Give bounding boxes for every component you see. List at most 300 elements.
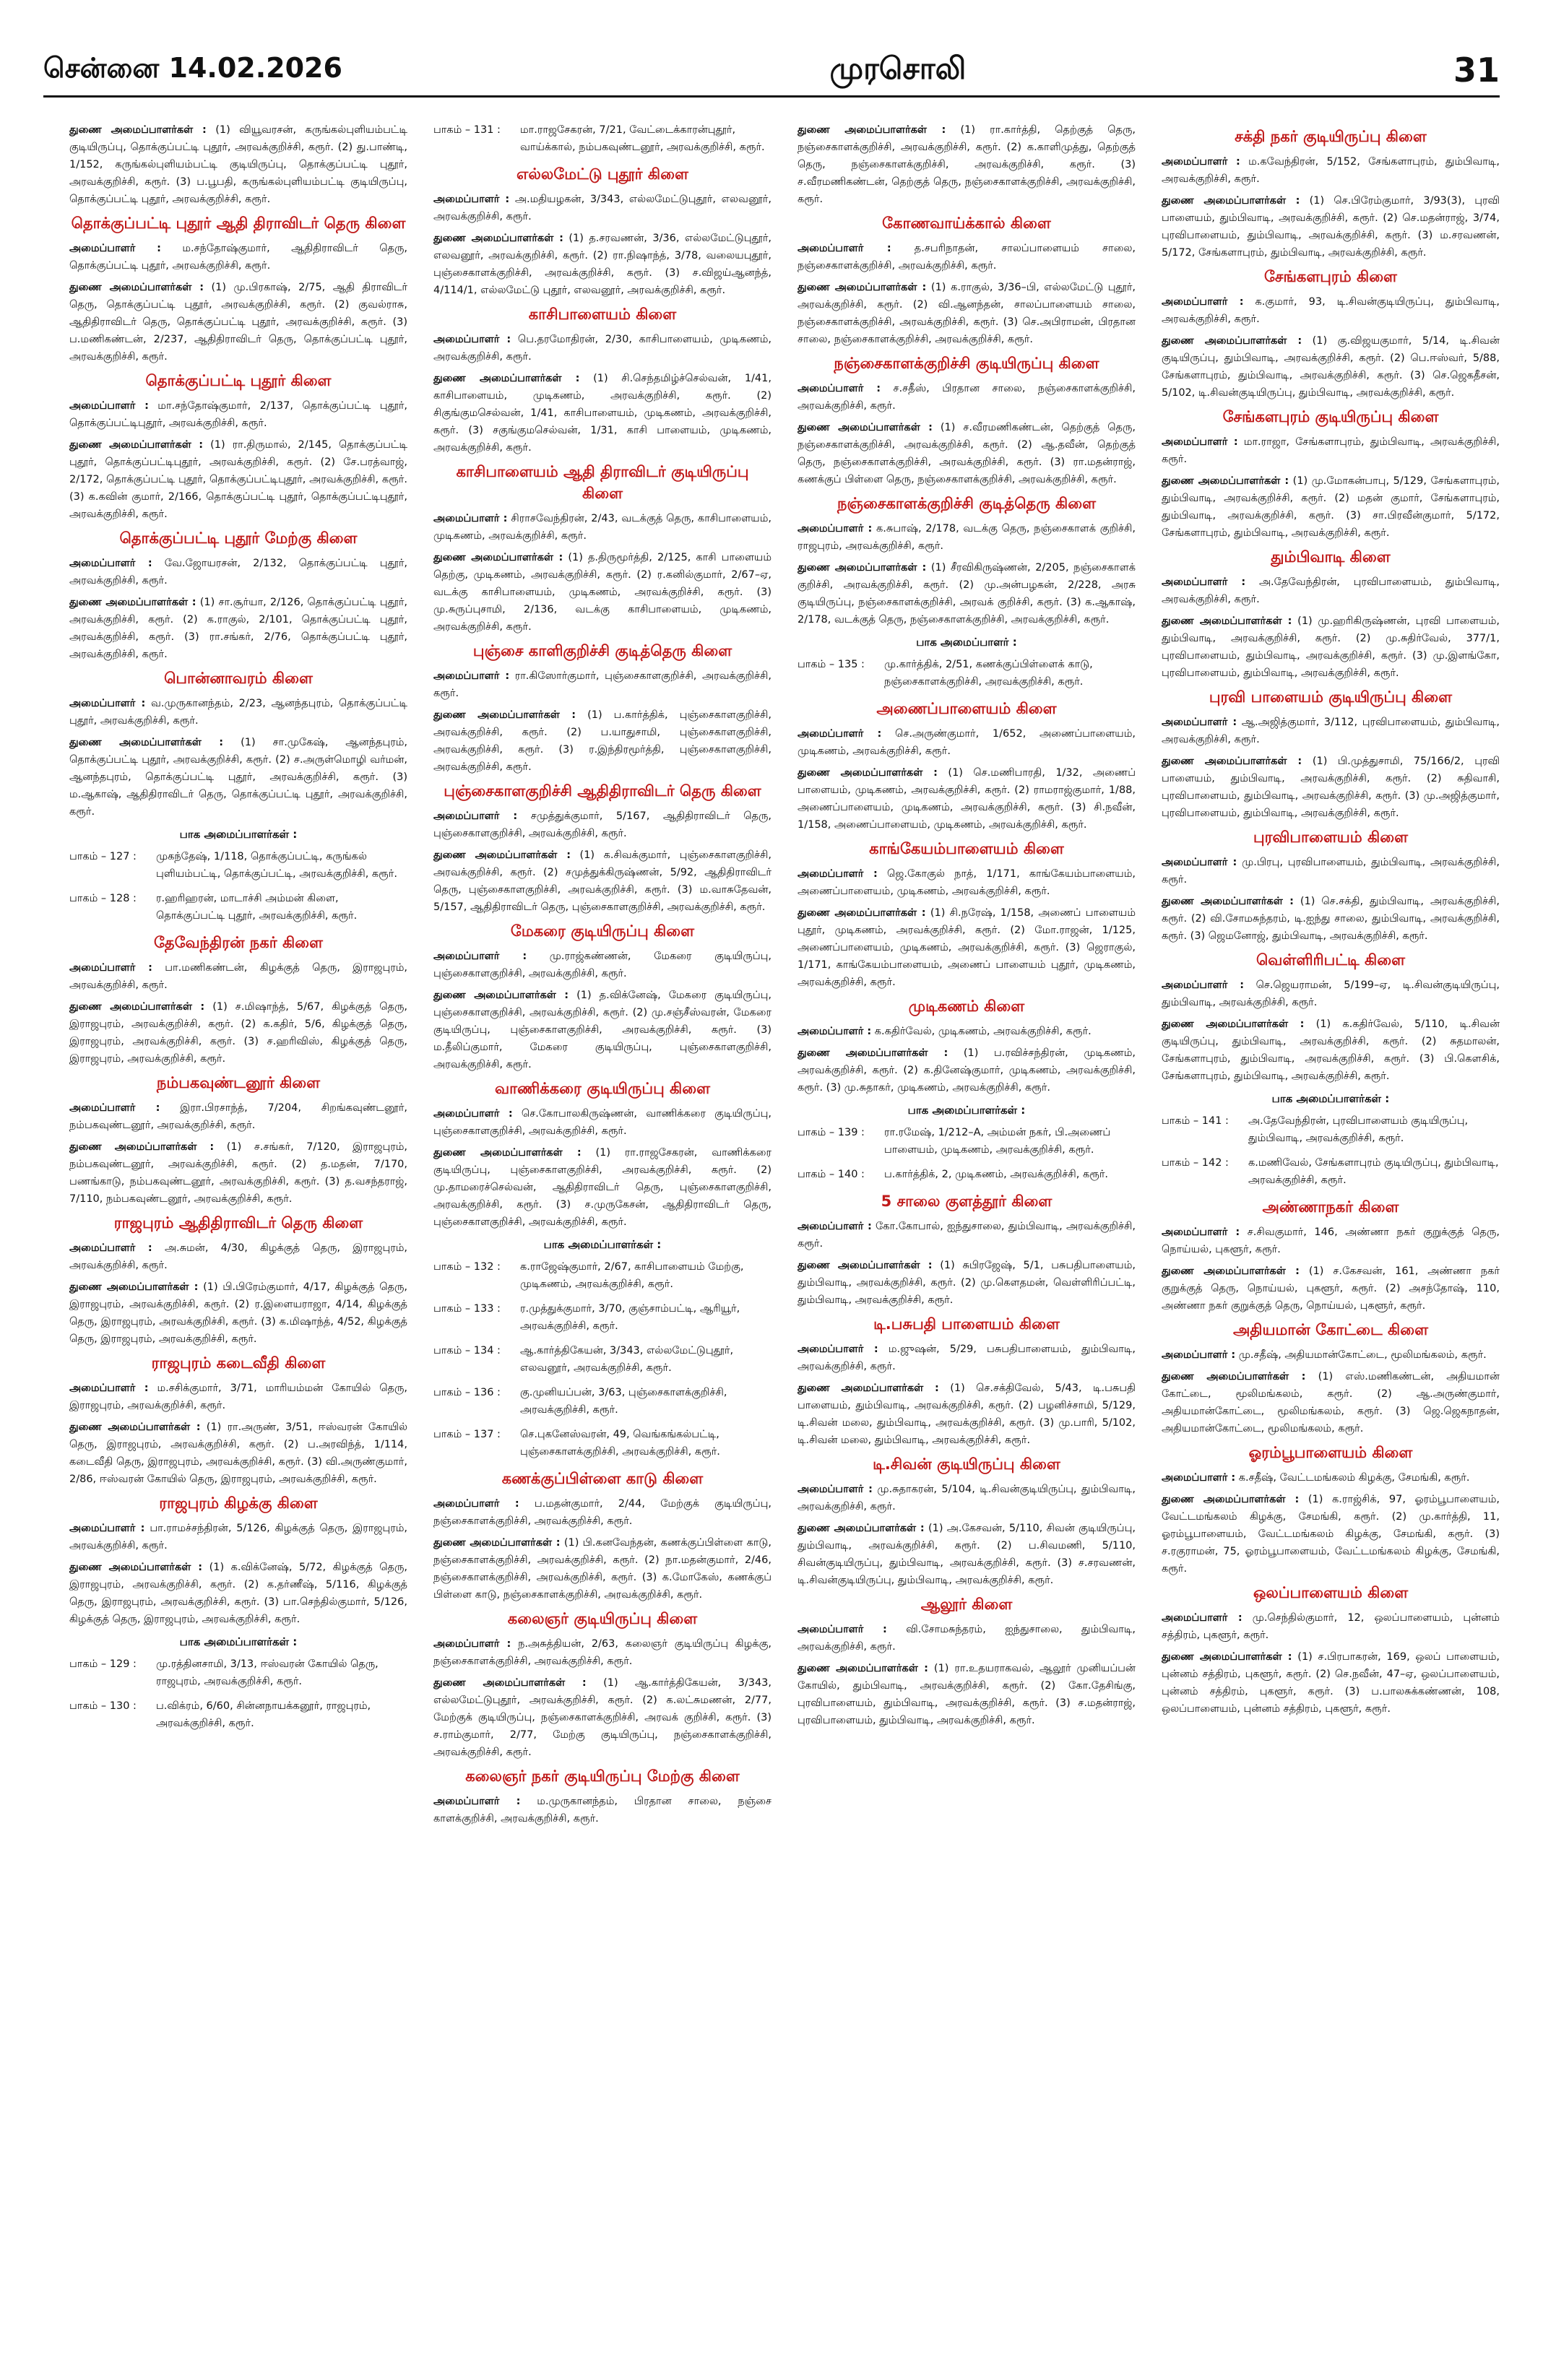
booth-number: பாகம் – 140 : — [798, 1169, 865, 1180]
branch-heading: பொன்னாவரம் கிளை — [164, 670, 313, 687]
entry-text: (1) க.ராகுல், 3/36–பி, எல்லமேட்டு புதூர், அரவக்குறிச்சி, கரூர். (2) வி.ஆனந்தன், சாலப்பாளையம் சாலை, நஞ்சைகாளக்குறிச்சி, அரவக்குறிச்சி, கரூர். (3) செ.அபிராமன், பிரதான சாலை, நஞ்சைகாளக்குறிச்சி, அரவக்குறிச்சி, கரூர். — [798, 282, 1136, 345]
office-bearer-entry — [798, 121, 1136, 208]
branch-heading: ராஜபுரம் கிழக்கு கிளை — [159, 1494, 318, 1512]
booth-number: பாகம் – 137 : — [433, 1429, 501, 1440]
booth-number: பாகம் – 139 : — [798, 1127, 865, 1138]
entry-text: அ.மதியழகன், 3/343, எல்லமேட்டுபுதூர், எலவனூர், அரவக்குறிச்சி, கரூர். — [433, 194, 772, 222]
role-label: அமைப்பாளர் : — [433, 670, 510, 682]
role-label: துணை அமைப்பாளர்கள் : — [433, 373, 580, 384]
role-label: துணை அமைப்பாளர்கள் : — [433, 233, 563, 244]
entry-text: (1) ரா.உதயராகவல், ஆலூர் முனியப்பன் கோயில், தும்பிவாடி, அரவக்குறிச்சி, கரூர். (2) கோ.தேசிங்கு, புரவிபாளையம், தும்பிவாடி, அரவக்குறிச்சி, கரூர். (3) ச.மதன்ராஜ், புரவிபாளையம், தும்பிவாடி, அரவக்குறிச்சி, கரூர். — [798, 1663, 1136, 1726]
entry-text: (1) செ.சக்திவேல், 5/43, டி.பசுபதி பாளையம், தும்பிவாடி, அரவக்குறிச்சி, கரூர். (2) பழனிச்சாமி, 5/129, டி.சிவன் மலை, தும்பிவாடி, அரவக்குறிச்சி, கரூர். (3) மு.பாரி, 5/102, டி.சிவன் மலை, தும்பிவாடி, அரவக்குறிச்சி, கரூர். — [798, 1382, 1136, 1446]
office-bearer-entry — [798, 380, 1136, 415]
role-label: துணை அமைப்பாளர்கள் : — [798, 767, 938, 779]
entry-text: மு.செந்தில்குமார், 12, ஒலப்பாளையம், புன்னம் சத்திரம், புகளூர், கரூர். — [1162, 1612, 1500, 1641]
entry-text: (1) த.விக்னேஷ், மேகரை குடியிருப்பு, புஞ்சைகாளகுறிச்சி, அரவக்குறிச்சி, கரூர். (2) மு.சஞ்சீஸ்வரன், மேகரை குடியிருப்பு, புஞ்சைகாளகுறிச்சி, அரவக்குறிச்சி, கரூர். (3) ம.தீலிப்குமார், மேகரை குடியிருப்பு, புஞ்சைகாளகுறிச்சி, அரவக்குறிச்சி, கரூர். — [433, 990, 772, 1070]
entry-text: அ.சுமன், 4/30, கிழக்குத் தெரு, இராஜபுரம், அரவக்குறிச்சி, கரூர். — [69, 1242, 407, 1271]
role-label: துணை அமைப்பாளர்கள் : — [69, 1001, 205, 1013]
office-bearer-entry — [1162, 472, 1500, 542]
office-bearer-entry — [433, 987, 772, 1073]
role-label: அமைப்பாளர் : — [798, 243, 891, 254]
column-4 — [1162, 121, 1500, 2353]
article-columns — [69, 121, 1500, 2353]
office-bearer-entry — [69, 1520, 407, 1554]
office-bearer-entry — [798, 1481, 1136, 1515]
role-label: அமைப்பாளர் : — [1162, 436, 1238, 448]
role-label: துணை அமைப்பாளர்கள் : — [69, 124, 207, 136]
role-label: அமைப்பாளர் : — [433, 513, 508, 524]
role-label: அமைப்பாளர் : — [433, 951, 527, 962]
office-bearer-entry — [1162, 893, 1500, 945]
entry-text: கோ.கோபால், ஐந்துசாலை, தும்பிவாடி, அரவக்குறிச்சி, கரூர். — [798, 1221, 1136, 1250]
entry-text: (1) ஆ.கார்த்திகேயன், 3/343, எல்லமேட்டுபுதூர், அரவக்குறிச்சி, கரூர். (2) க.லட்சுமணன், 2/77, மேற்குக் குடியிருப்பு, நஞ்சைகாளக்குறிச்சி, அரவக் குறிச்சி, கரூர். (3) ச.ராம்குமார், 2/77, மேற்கு குடியிருப்பு, நஞ்சைகாளக்குறிச்சி, அரவக்குறிச்சி, கரூர். — [433, 1677, 772, 1758]
office-bearer-entry — [1162, 1224, 1500, 1258]
entry-text: (1) செ.மணிபாரதி, 1/32, அணைப் பாளையம், முடிகணம், அரவக்குறிச்சி, கரூர். (2) ராமராஜ்குமார், 1/88, அணைப்பாளையம், முடிகணம், அரவக்குறிச்சி, கரூர். (3) சி.நவீன், 1/158, அணைப்பாளையம், முடிகணம், அரவக்குறிச்சி, கரூர். — [798, 767, 1136, 831]
role-label: துணை அமைப்பாளர்கள் : — [1162, 1494, 1300, 1505]
booth-entry — [798, 656, 1136, 691]
entry-text: க.குமார், 93, டி.சிவன்குடியிருப்பு, தும்பிவாடி, அரவக்குறிச்சி, கரூர். — [1162, 296, 1500, 325]
office-bearer-entry — [69, 1380, 407, 1414]
booth-number: பாகம் – 142 : — [1162, 1157, 1229, 1169]
subsection-heading: பாக அமைப்பாளர்கள் : — [179, 828, 298, 841]
office-bearer-entry — [1162, 1491, 1500, 1578]
role-label: அமைப்பாளர் : — [1162, 1612, 1242, 1624]
booth-entry — [433, 121, 772, 156]
branch-heading: தேவேந்திரன் நகர் கிளை — [153, 934, 323, 951]
entry-text: வே.ஜோயரசன், 2/132, தொக்குப்பட்டி புதூர், அரவக்குறிச்சி, கரூர். — [69, 558, 407, 587]
branch-heading: நம்பகவுண்டனூர் கிளை — [156, 1074, 321, 1091]
entry-text: (1) மு.ஹரிகிருஷ்ணன், புரவி பாளையம், தும்பிவாடி, அரவக்குறிச்சி, கரூர். (2) மு.சுதிர்வேல், 377/1, புரவிபாளையம், தும்பிவாடி, அரவக்குறிச்சி, கரூர். (3) மு.இளங்கோ, புரவிபாளையம், தும்பிவாடி, அரவக்குறிச்சி, கரூர். — [1162, 615, 1500, 679]
booth-number: பாகம் – 141 : — [1162, 1115, 1229, 1127]
booth-number: பாகம் – 134 : — [433, 1345, 501, 1356]
booth-organiser: ரா.ரமேஷ், 1/212–A, அம்மன் நகர், பி.அணைப் பாளையம், முடிகணம், அரவக்குறிச்சி, கரூர். — [884, 1127, 1111, 1156]
entry-text: மு.சதீஷ், அதியமான்கோட்டை, மூலிமங்கலம், கரூர். — [1238, 1349, 1487, 1361]
entry-text: (1) சி.செந்தமிழ்ச்செல்வன், 1/41, காசிபாளையம், முடிகணம், அரவக்குறிச்சி, கரூர். (2) சிகுங்குமசெல்வன், 1/41, காசிபாளையம், முடிகணம், அரவக்குறிச்சி, கரூர். (3) சகுங்குமசெல்வன், 1/31, காசி பாளையம், முடிகணம், அரவக்குறிச்சி, கரூர். — [433, 373, 772, 454]
office-bearer-entry — [433, 1793, 772, 1827]
entry-text: (1) க.சிவக்குமார், புஞ்சைகாளகுறிச்சி, அரவக்குறிச்சி, கரூர். (2) சமுத்துக்கிருஷ்ணன், 5/92, ஆதிதிராவிடர் தெரு, புஞ்சைகாளகுறிச்சி, அரவக்குறிச்சி, கரூர். (3) ம.வாசுதேவன், 5/157, ஆதிதிராவிடர் தெரு, புஞ்சைகாளகுறிச்சி, அரவக்குறிச்சி, கரூர். — [433, 849, 772, 913]
booth-number: பாகம் – 133 : — [433, 1303, 501, 1315]
role-label: அமைப்பாளர் : — [798, 868, 878, 880]
entry-text: (1) ச.கேசவன், 161, அண்ணா நகர் குறுக்குத் தெரு, நொய்யல், புகளூர், கரூர். (2) அசந்தோஷ், 110, அண்ணா நகர் குறுக்குத் தெரு, நொய்யல், புகளூர், கரூர். — [1162, 1265, 1500, 1312]
office-bearer-entry — [798, 1660, 1136, 1729]
office-bearer-entry — [1162, 332, 1500, 402]
entry-text: (1) ப.ரவிச்சந்திரன், முடிகணம், அரவக்குறிச்சி, கரூர். (2) க.தினேஷ்குமார், முடிகணம், அரவக்குறிச்சி, கரூர். (3) மு.சுதாகர், முடிகணம், அரவக்குறிச்சி, கரூர். — [798, 1047, 1136, 1094]
entry-text: ச.சிவகுமார், 146, அண்ணா நகர் குறுக்குத் தெரு, நொய்யல், புகளூர், கரூர். — [1162, 1226, 1500, 1255]
subsection-heading: பாக அமைப்பாளர்கள் : — [907, 1104, 1026, 1117]
role-label: அமைப்பாளர் : — [69, 1242, 152, 1254]
office-bearer-entry — [1162, 433, 1500, 468]
role-label: துணை அமைப்பாளர்கள் : — [69, 737, 224, 748]
masthead — [43, 45, 1500, 98]
office-bearer-entry — [1162, 1263, 1500, 1315]
entry-text: (1) சீரவிகிருஷ்ணன், 2/205, நஞ்சைகாளக் குறிச்சி, அரவக்குறிச்சி, கரூர். (2) மு.அன்பழகன், 2/228, அரசு குடியிருப்பு, நஞ்சைகாளக்குறிச்சி, அரவக் குறிச்சி, கரூர். (3) க.ஆகாஷ், 2/178, வடக்குத் தெரு, நஞ்சைகாளக்குறிச்சி, அரவக்குறிச்சி, கரூர். — [798, 562, 1136, 626]
entry-text: ம.சந்தோஷ்குமார், ஆதிதிராவிடர் தெரு, தொக்குப்பட்டி புதூர், அரவக்குறிச்சி, கரூர். — [69, 243, 407, 272]
entry-text: பா.ராமச்சந்திரன், 5/126, கிழக்குத் தெரு, இராஜபுரம், அரவக்குறிச்சி, கரூர். — [69, 1523, 407, 1552]
role-label: அமைப்பாளர் : — [69, 400, 149, 412]
office-bearer-entry — [798, 1044, 1136, 1096]
role-label: துணை அமைப்பாளர்கள் : — [1162, 195, 1300, 207]
office-bearer-entry — [1162, 613, 1500, 682]
entry-text: (1) செ.சக்தி, தும்பிவாடி, அரவக்குறிச்சி, கரூர். (2) வி.சோமசுந்தரம், டி.ஐந்து சாலை, தும்பிவாடி, அரவக்குறிச்சி, கரூர். (3) ஜெமனோஜ், தும்பிவாடி, அரவக்குறிச்சி, கரூர். — [1162, 896, 1500, 942]
office-bearer-entry — [798, 1380, 1136, 1449]
role-label: அமைப்பாளர் : — [433, 194, 510, 205]
role-label: அமைப்பாளர் : — [1162, 979, 1245, 991]
role-label: துணை அமைப்பாளர்கள் : — [69, 597, 196, 608]
branch-heading: காசிபாளையம் ஆதி திராவிடர் குடியிருப்பு கிளை — [456, 463, 749, 502]
branch-heading: தும்பிவாடி கிளை — [1271, 548, 1391, 566]
office-bearer-entry — [69, 1239, 407, 1274]
entry-text: க.சுபாஷ், 2/178, வடக்கு தெரு, நஞ்சைகாளக் குறிச்சி, ராஜபுரம், அரவக்குறிச்சி, கரூர். — [798, 523, 1136, 552]
entry-text: பா.மணிகண்டன், கிழக்குத் தெரு, இராஜபுரம், அரவக்குறிச்சி, கரூர். — [69, 962, 407, 991]
branch-heading: புஞ்சை காளிகுறிச்சி குடித்தெரு கிளை — [472, 642, 732, 659]
branch-heading: நஞ்சைகாளக்குறிச்சி குடித்தெரு கிளை — [837, 495, 1097, 512]
role-label: அமைப்பாளர் : — [798, 1624, 887, 1635]
office-bearer-entry — [1162, 293, 1500, 328]
booth-organiser: மு.கார்த்திக், 2/51, கணக்குப்பிள்ளைக் காடு, நஞ்சைகாளக்குறிச்சி, அரவக்குறிச்சி, கரூர். — [884, 659, 1093, 688]
office-bearer-entry — [433, 370, 772, 456]
branch-heading: காசிபாளையம் கிளை — [528, 306, 677, 323]
entry-text: மா.ராஜா, சேங்களாபுரம், தும்பிவாடி, அரவக்குறிச்சி, கரூர். — [1162, 436, 1500, 465]
entry-text: ப.மதன்குமார், 2/44, மேற்குக் குடியிருப்பு, நஞ்சைகாளக்குறிச்சி, அரவக்குறிச்சி, கரூர். — [433, 1498, 772, 1527]
office-bearer-entry — [1162, 574, 1500, 608]
office-bearer-entry — [69, 1099, 407, 1134]
branch-heading: ஓரம்பூபாளையம் கிளை — [1248, 1444, 1413, 1461]
booth-number: பாகம் – 127 : — [69, 851, 137, 862]
entry-text: (1) ரா.ராஜசேகரன், வாணிக்கரை குடியிருப்பு, புஞ்சைகாளகுறிச்சி, அரவக்குறிச்சி, கரூர். (2) மு.தாமரைச்செல்வன், ஆதிதிராவிடர் தெரு, புஞ்சைகாளகுறிச்சி, அரவக்குறிச்சி, கரூர். (3) ச.முருகேசன், ஆதிதிராவிடர் தெரு, புஞ்சைகாளகுறிச்சி, அரவக்குறிச்சி, கரூர். — [433, 1147, 772, 1228]
booth-entry — [433, 1342, 772, 1377]
role-label: அமைப்பாளர் : — [798, 1484, 873, 1495]
entry-text: (1) க.ராஜ்சிக், 97, ஓரம்பூபாளையம், வேட்டமங்கலம் கிழக்கு, சேமங்கி, கரூர். (2) மு.கார்த்தி, 11, ஓரம்பூபாளையம், வேட்டமங்கலம் கிழக்கு, சேமங்கி, கரூர். (3) ச.ரகுராமன், 75, ஓரம்பூபாளையம், வேட்டமங்கலம் கிழக்கு, சேமங்கி, கரூர். — [1162, 1494, 1500, 1575]
role-label: அமைப்பாளர் : — [69, 698, 146, 709]
entry-text: (1) மு.மோகன்பாபு, 5/129, சேங்களாபுரம், தும்பிவாடி, அரவக்குறிச்சி, கரூர். (2) மதன் குமார், சேங்களாபுரம், தும்பிவாடி, அரவக்குறிச்சி, கரூர். (3) சா.பிரவீன்குமார், 5/172, சேங்களாபுரம், தும்பிவாடி, அரவக்குறிச்சி, கரூர். — [1162, 475, 1500, 539]
entry-text: மு.சுதாகரன், 5/104, டி.சிவன்குடியிருப்பு, தும்பிவாடி, அரவக்குறிச்சி, கரூர். — [798, 1484, 1136, 1513]
branch-heading: கலைஞர் நகர் குடியிருப்பு மேற்கு கிளை — [465, 1767, 740, 1785]
office-bearer-entry — [69, 279, 407, 365]
booth-organiser: மா.ராஜசேகரன், 7/21, வேட்டைக்காரன்புதூர், வாய்க்கால், நம்பகவுண்டனூர், அரவக்குறிச்சி, கரூர். — [520, 124, 765, 153]
booth-entry — [69, 890, 407, 925]
entry-text: இரா.பிரசாந்த், 7/204, சிறங்கவுண்டனூர், நம்பகவுண்டனூர், அரவக்குறிச்சி, கரூர். — [69, 1102, 407, 1131]
entry-text: (1) ச.சங்கர், 7/120, இராஜபுரம், நம்பகவுண்டனூர், அரவக்குறிச்சி, கரூர். (2) த.மதன், 7/170, பணங்காடு, நம்பகவுண்டனூர், அரவக்குறிச்சி, கரூர். (3) த.வசந்தராஜ், 7/110, நம்பகவுண்டனூர், அரவக்குறிச்சி, கரூர். — [69, 1141, 407, 1205]
entry-text: ரா.கிஸோர்குமார், புஞ்சைகாளகுறிச்சி, அரவக்குறிச்சி, கரூர். — [433, 670, 772, 699]
entry-text: (1) ச.பிரபாகரன், 169, ஒலப் பாளையம், புன்னம் சத்திரம், புகளூர், கரூர். (2) செ.நவீன், 47–ஏ, ஒலப்பாளையம், புன்னம் சத்திரம், புகளூர், கரூர். (3) ப.பாலசுக்கண்ணன், 108, ஒலப்பாளையம், புன்னம் சத்திரம், புகளூர், கரூர். — [1162, 1651, 1500, 1715]
entry-text: சிராசவேந்திரன், 2/43, வடக்குத் தெரு, காசிபாளையம், முடிகணம், அரவக்குறிச்சி, கரூர். — [433, 513, 772, 542]
office-bearer-entry — [433, 549, 772, 636]
entry-text: ஜெ.கோகுல் நாத், 1/171, காங்கேயம்பாளையம், அணைப்பாளையம், முடிகணம், அரவக்குறிச்சி, கரூர். — [798, 868, 1136, 897]
entry-text: ம.சசிக்குமார், 3/71, மாரியம்மன் கோயில் தெரு, இராஜபுரம், அரவக்குறிச்சி, கரூர். — [69, 1382, 407, 1411]
role-label: துணை அமைப்பாளர்கள் : — [433, 552, 563, 563]
office-bearer-entry — [1162, 1469, 1500, 1487]
branch-heading: கணக்குப்பிள்ளை காடு கிளை — [501, 1470, 704, 1487]
office-bearer-entry — [1162, 753, 1500, 822]
office-bearer-entry — [798, 240, 1136, 274]
booth-entry — [798, 1124, 1136, 1159]
office-bearer-entry — [433, 1105, 772, 1140]
role-label: துணை அமைப்பாளர்கள் : — [798, 1260, 933, 1271]
office-bearer-entry — [798, 1341, 1136, 1375]
branch-heading: 5 சாலை குளத்தூர் கிளை — [881, 1193, 1053, 1210]
booth-entry — [433, 1384, 772, 1419]
entry-text: (1) சுபிரஜேஷ், 5/1, பசுபதிபாளையம், தும்பிவாடி, அரவக்குறிச்சி, கரூர். (2) மு.கௌதமன், வெள்ளிரிப்பட்டி, தும்பிவாடி, அரவக்குறிச்சி, கரூர். — [798, 1260, 1136, 1306]
entry-text: (1) அ.கேசவன், 5/110, சிவன் குடியிருப்பு, தும்பிவாடி, அரவக்குறிச்சி, கரூர். (2) ப.சிவமணி, 5/110, சிவன்குடியிருப்பு, தும்பிவாடி, அரவக்குறிச்சி, கரூர். (3) ச.சரவணன், டி.சிவன்குடியிருப்பு, தும்பிவாடி, அரவக்குறிச்சி, கரூர். — [798, 1523, 1136, 1586]
branch-heading: நஞ்சைகாளக்குறிச்சி குடியிருப்பு கிளை — [834, 355, 1099, 372]
office-bearer-entry — [69, 959, 407, 994]
role-label: துணை அமைப்பாளர்கள் : — [798, 907, 926, 919]
branch-heading: சேங்களபுரம் கிளை — [1263, 268, 1398, 285]
role-label: அமைப்பாளர் : — [433, 334, 511, 345]
office-bearer-entry — [69, 695, 407, 730]
role-label: துணை அமைப்பாளர்கள் : — [798, 1047, 948, 1059]
entry-text: (1) ச.மிஷாந்த், 5/67, கிழக்குத் தெரு, இராஜபுரம், அரவக்குறிச்சி, கரூர். (2) க.கதிர், 5/6, கிழக்குத் தெரு, இராஜபுரம், அரவக்குறிச்சி, கரூர். (3) ச.ஹரிவிஸ், கிழக்குத் தெரு, இராஜபுரம், அரவக்குறிச்சி, கரூர். — [69, 1001, 407, 1065]
branch-heading: ஒலப்பாளையம் கிளை — [1253, 1584, 1409, 1601]
role-label: அமைப்பாளர் : — [798, 1026, 872, 1037]
role-label: துணை அமைப்பாளர்கள் : — [798, 422, 933, 433]
role-label: துணை அமைப்பாளர்கள் : — [433, 990, 569, 1001]
role-label: அமைப்பாளர் : — [798, 523, 873, 535]
entry-text: சமுத்துக்குமார், 5/167, ஆதிதிராவிடர் தெரு, புஞ்சைகாளகுறிச்சி, அரவக்குறிச்சி, கரூர். — [433, 810, 772, 839]
office-bearer-entry — [798, 279, 1136, 348]
booth-number: பாகம் – 132 : — [433, 1261, 501, 1273]
entry-text: (1) பி.பிரேம்குமார், 4/17, கிழக்குத் தெரு, இராஜபுரம், அரவக்குறிச்சி, கரூர். (2) ர.இளையராஜா, 4/14, கிழக்குத் தெரு, இராஜபுரம், அரவக்குறிச்சி, கரூர். (3) க.மிஷாந்த், 4/52, கிழக்குத் தெரு, இராஜபுரம், அரவக்குறிச்சி, கரூர். — [69, 1281, 407, 1345]
entry-text: (1) பி.முத்துசாமி, 75/166/2, புரவி பாளையம், தும்பிவாடி, அரவக்குறிச்சி, கரூர். (2) சுதிவாசி, புரவிபாளையம், தும்பிவாடி, அரவக்குறிச்சி, கரூர். (3) மு.அஜித்குமார், புரவிபாளையம், தும்பிவாடி, அரவக்குறிச்சி, கரூர். — [1162, 756, 1500, 819]
booth-organiser: மு.ரத்தினசாமி, 3/13, ஈஸ்வரன் கோயில் தெரு, ராஜபுரம், அரவக்குறிச்சி, கரூர். — [156, 1658, 379, 1687]
entry-text: (1) சி.நரேஷ், 1/158, அணைப் பாளையம் புதூர், முடிகணம், அரவக்குறிச்சி, கரூர். (2) மோ.ராஜன், 1/125, அணைப்பாளையம், முடிகணம், அரவக்குறிச்சி, கரூர். (3) ஜெராகுல், 1/171, காங்கேயம்பாளையம், அணைப் பாளையம் புதூர், முடிகணம், அரவக்குறிச்சி, கரூர். — [798, 907, 1136, 988]
role-label: துணை அமைப்பாளர்கள் : — [798, 1523, 925, 1534]
office-bearer-entry — [1162, 153, 1500, 188]
newspaper-name: முரசொலி — [829, 50, 967, 86]
role-label: துணை அமைப்பாளர்கள் : — [433, 849, 571, 861]
office-bearer-entry — [433, 230, 772, 299]
office-bearer-entry — [433, 847, 772, 916]
office-bearer-entry — [433, 948, 772, 982]
role-label: துணை அமைப்பாளர்கள் : — [1162, 475, 1289, 487]
branch-heading: கோணவாய்க்கால் கிளை — [882, 215, 1051, 232]
entry-text: (1) செ.பிரேம்குமார், 3/93(3), புரவி பாளையம், தும்பிவாடி, அரவக்குறிச்சி, கரூர். (2) செ.மதன்ராஜ், 3/74, புரவிபாளையம், தும்பிவாடி, அரவக்குறிச்சி, கரூர். (3) ம.சரவணன், 5/172, சேங்களாபுரம், தும்பிவாடி, அரவக்குறிச்சி, கரூர். — [1162, 195, 1500, 259]
booth-entry — [69, 1656, 407, 1690]
role-label: அமைப்பாளர் : — [69, 558, 152, 569]
entry-text: செ.கோபாலகிருஷ்ணன், வாணிக்கரை குடியிருப்பு, புஞ்சைகாளகுறிச்சி, அரவக்குறிச்சி, கரூர். — [433, 1108, 772, 1137]
role-label: அமைப்பாளர் : — [433, 1498, 519, 1510]
office-bearer-entry — [69, 734, 407, 821]
booth-organiser: ர.முத்துக்குமார், 3/70, குஞ்சாம்பட்டி, ஆரியூர், அரவக்குறிச்சி, கரூர். — [520, 1303, 740, 1332]
office-bearer-entry — [1162, 1346, 1500, 1364]
branch-heading: காங்கேயம்பாளையம் கிளை — [869, 840, 1064, 857]
office-bearer-entry — [798, 559, 1136, 628]
booth-number: பாகம் – 135 : — [798, 659, 865, 670]
office-bearer-entry — [69, 1419, 407, 1488]
column-1 — [69, 121, 407, 2353]
office-bearer-entry — [433, 331, 772, 365]
booth-organiser: கு.முனியப்பன், 3/63, புஞ்சைகாளக்குறிச்சி, அரவக்குறிச்சி, கரூர். — [520, 1387, 727, 1416]
entry-text: (1) ச.வீரமணிகண்டன், தெற்குத் தெரு, நஞ்சைகாளக்குறிச்சி, அரவக்குறிச்சி, கரூர். (2) ஆ.தவீன், தெற்குத் தெரு, நஞ்சைகாளக்குறிச்சி, அரவக்குறிச்சி, கரூர். (3) ரா.மதன்ராஜ், கணக்குப் பிள்ளை தெரு, நஞ்சைகாளக்குறிச்சி, அரவக்குறிச்சி, கரூர். — [798, 422, 1136, 485]
role-label: துணை அமைப்பாளர்கள் : — [433, 1537, 561, 1549]
booth-organiser: அ.தேவேந்திரன், புரவிபாளையம் குடியிருப்பு, தும்பிவாடி, அரவக்குறிச்சி, கரூர். — [1248, 1115, 1469, 1144]
role-label: துணை அமைப்பாளர்கள் : — [69, 282, 204, 293]
office-bearer-entry — [69, 436, 407, 523]
office-bearer-entry — [69, 998, 407, 1068]
booth-number: பாகம் – 130 : — [69, 1700, 137, 1712]
office-bearer-entry — [433, 191, 772, 225]
booth-organiser: ர.ஹரிஹரன், மாடாச்சி அம்மன் கிளை, தொக்குப்பட்டி புதூர், அரவக்குறிச்சி, கரூர். — [156, 893, 358, 922]
entry-text: ம.முருகானந்தம், பிரதான சாலை, நஞ்சை காளக்குறிச்சி, அரவக்குறிச்சி, கரூர். — [433, 1796, 772, 1825]
role-label: துணை அமைப்பாளர்கள் : — [433, 1147, 582, 1159]
role-label: துணை அமைப்பாளர்கள் : — [69, 1141, 215, 1153]
role-label: துணை அமைப்பாளர்கள் : — [1162, 335, 1302, 347]
office-bearer-entry — [798, 1023, 1136, 1040]
entry-text: க.கதிர்வேல், முடிகணம், அரவக்குறிச்சி, கரூர். — [874, 1026, 1092, 1037]
entry-text: த.சபரிநாதன், சாலப்பாளையம் சாலை, நஞ்சைகாளக்குறிச்சி, அரவக்குறிச்சி, கரூர். — [798, 243, 1136, 272]
branch-heading: டி.பசுபதி பாளையம் கிளை — [873, 1315, 1060, 1333]
entry-text: (1) க.விக்னேஷ், 5/72, கிழக்குத் தெரு, இராஜபுரம், அரவக்குறிச்சி, கரூர். (2) க.தர்ணீஷ், 5/116, கிழக்குத் தெரு, இராஜபுரம், அரவக்குறிச்சி, கரூர். (3) பா.செந்தில்குமார், 5/126, கிழக்குத் தெரு, இராஜபுரம், அரவக்குறிச்சி, கரூர். — [69, 1562, 407, 1625]
booth-entry — [69, 848, 407, 883]
booth-organiser: செ.புகனேஸ்வரன், 49, வெங்கங்கல்பட்டி, புஞ்சைகாளக்குறிச்சி, அரவக்குறிச்சி, கரூர். — [520, 1429, 720, 1458]
office-bearer-entry — [69, 594, 407, 663]
role-label: அமைப்பாளர் : — [433, 1108, 513, 1120]
office-bearer-entry — [1162, 1648, 1500, 1718]
role-label: துணை அமைப்பாளர்கள் : — [798, 124, 946, 136]
role-label: அமைப்பாளர் : — [433, 810, 518, 822]
office-bearer-entry — [1162, 192, 1500, 261]
booth-organiser: முகந்தேஷ், 1/118, தொக்குப்பட்டி, கருங்கல் புளியம்பட்டி, தொக்குப்பட்டி, அரவக்குறிச்சி, கரூர். — [156, 851, 397, 880]
role-label: அமைப்பாளர் : — [1162, 1472, 1236, 1484]
office-bearer-entry — [69, 1559, 407, 1628]
role-label: துணை அமைப்பாளர்கள் : — [798, 562, 927, 574]
role-label: துணை அமைப்பாளர்கள் : — [798, 1382, 939, 1394]
office-bearer-entry — [1162, 1016, 1500, 1085]
role-label: துணை அமைப்பாளர்கள் : — [69, 1281, 199, 1293]
office-bearer-entry — [433, 706, 772, 776]
role-label: துணை அமைப்பாளர்கள் : — [1162, 1018, 1305, 1030]
branch-heading: டி.சிவன் குடியிருப்பு கிளை — [873, 1455, 1060, 1473]
entry-text: வி.சோமசுந்தரம், ஐந்துசாலை, தும்பிவாடி, அரவக்குறிச்சி, கரூர். — [798, 1624, 1136, 1653]
branch-heading: முடிகணம் கிளை — [908, 998, 1025, 1015]
role-label: துணை அமைப்பாளர்கள் : — [69, 1562, 203, 1573]
entry-text: (1) பி.கனவேந்தன், கணக்குப்பிள்ளை காடு, நஞ்சைகாளக்குறிச்சி, அரவக்குறிச்சி, கரூர். (2) நா.மதன்குமார், 2/46, நஞ்சைகாளக்குறிச்சி, அரவக்குறிச்சி, கரூர். (3) க.மோகேஸ், கணக்குப் பிள்ளை காடு, நஞ்சைகாளக்குறிச்சி, அரவக்குறிச்சி, கரூர். — [433, 1537, 772, 1601]
role-label: அமைப்பாளர் : — [1162, 156, 1240, 168]
booth-entry — [798, 1166, 1136, 1183]
branch-heading: வாணிக்கரை குடியிருப்பு கிளை — [494, 1080, 711, 1097]
office-bearer-entry — [69, 121, 407, 208]
entry-text: மா.சந்தோஷ்குமார், 2/137, தொக்குப்பட்டி புதூர், தொக்குப்பட்டிபுதூர், அரவக்குறிச்சி, கரூர். — [69, 400, 407, 429]
office-bearer-entry — [798, 904, 1136, 991]
subsection-heading: பாக அமைப்பாளர் : — [916, 636, 1017, 649]
office-bearer-entry — [433, 1635, 772, 1670]
booth-number: பாகம் – 129 : — [69, 1658, 137, 1670]
entry-text: (1) த.சரவணன், 3/36, எல்லமேட்டுபுதூர், எலவனூர், அரவக்குறிச்சி, கரூர். (2) ரா.நிஷாந்த், 3/78, வலையபுதூர், புஞ்சைகாளக்குறிச்சி, அரவக்குறிச்சி, கரூர். (3) ச.விஜய்ஆனந்த், 4/114/1, எல்லமேட்டு புதூர், எலவனூர், அரவக்குறிச்சி, கரூர். — [433, 233, 772, 296]
subsection-heading: பாக அமைப்பாளர்கள் : — [179, 1635, 298, 1648]
branch-heading: சேங்களபுரம் குடியிருப்பு கிளை — [1222, 408, 1439, 425]
role-label: அமைப்பாளர் : — [69, 243, 161, 254]
role-label: அமைப்பாளர் : — [1162, 576, 1246, 588]
branch-heading: தொக்குப்பட்டி புதூர் ஆதி திராவிடர் தெரு கிளை — [71, 215, 406, 232]
entry-text: ஆ.அஜித்குமார், 3/112, புரவிபாளையம், தும்பிவாடி, அரவக்குறிச்சி, கரூர். — [1162, 717, 1500, 745]
role-label: அமைப்பாளர் : — [433, 1638, 511, 1650]
entry-text: பெ.தரமோதிரன், 2/30, காசிபாளையம், முடிகணம், அரவக்குறிச்சி, கரூர். — [433, 334, 772, 363]
booth-organiser: க.மணிவேல், சேங்களாபுரம் குடியிருப்பு, தும்பிவாடி, அரவக்குறிச்சி, கரூர். — [1248, 1157, 1499, 1186]
role-label: துணை அமைப்பாளர்கள் : — [1162, 756, 1302, 767]
booth-entry — [433, 1426, 772, 1461]
entry-text: செ.அருண்குமார், 1/652, அணைப்பாளையம், முடிகணம், அரவக்குறிச்சி, கரூர். — [798, 728, 1136, 757]
entry-text: (1) ரா.திருமால், 2/145, தொக்குப்பட்டி புதூர், தொக்குப்பட்டிபுதூர், அரவக்குறிச்சி, கரூர். (2) சே.பரத்வாஜ், 2/172, தொக்குப்பட்டி புதூர், தொக்குப்பட்டிபுதூர், அரவக்குறிச்சி, கரூர். (3) க.கவின் குமார், 2/166, தொக்குப்பட்டி புதூர், தொக்குப்பட்டிபுதூர், அரவக்குறிச்சி, கரூர். — [69, 439, 407, 520]
office-bearer-entry — [798, 1621, 1136, 1656]
role-label: அமைப்பாளர் : — [433, 1796, 521, 1807]
page-number: 31 — [1453, 51, 1500, 90]
entry-text: (1) கு.விஜயகுமார், 5/14, டி.சிவன் குடியிருப்பு, தும்பிவாடி, அரவக்குறிச்சி, கரூர். (2) பெ.ஈஸ்வர், 5/88, சேங்களாபுரம், தும்பிவாடி, அரவக்குறிச்சி, கரூர். (3) செ.ஜெகதீசன், 5/102, டி.சிவன்குடியிருப்பு, தும்பிவாடி, அரவக்குறிச்சி, கரூர். — [1162, 335, 1500, 399]
office-bearer-entry — [798, 1520, 1136, 1589]
office-bearer-entry — [798, 865, 1136, 900]
entry-text: க.சதீஷ், வேட்டமங்கலம் கிழக்கு, சேமங்கி, கரூர். — [1238, 1472, 1470, 1484]
entry-text: (1) வியூவரசன், கருங்கல்புளியம்பட்டி குடியிருப்பு, தொக்குப்பட்டி புதூர், அரவக்குறிச்சி, கரூர். (2) து.பாண்டி, 1/152, கருங்கல்புளியம்பட்டி குடியிருப்பு, தொக்குப்பட்டி புதூர், அரவக்குறிச்சி, கரூர். (3) ப.பூபதி, கருங்கல்புளியம்பட்டி குடியிருப்பு, தொக்குப்பட்டி புதூர், அரவக்குறிச்சி, கரூர். — [69, 124, 407, 205]
office-bearer-entry — [1162, 714, 1500, 748]
page-date: சென்னை 14.02.2026 — [43, 52, 342, 84]
role-label: அமைப்பாளர் : — [1162, 1226, 1240, 1238]
branch-heading: அண்ணாநகர் கிளை — [1262, 1198, 1399, 1216]
entry-text: ம.ஜுஷன், 5/29, பசுபதிபாளையம், தும்பிவாடி, அரவக்குறிச்சி, கரூர். — [798, 1343, 1136, 1372]
booth-entry — [433, 1258, 772, 1293]
role-label: அமைப்பாளர் : — [1162, 717, 1237, 728]
branch-heading: சக்தி நகர் குடியிருப்பு கிளை — [1235, 128, 1427, 145]
entry-text: (1) எஸ்.மணிகண்டன், அதியமான் கோட்டை, மூலிமங்கலம், கரூர். (2) ஆ.அருண்குமார், அதியமான்கோட்டை, மூலிமங்கலம், கரூர். (3) ஜெ.ஜெகநாதன், அதியமான்கோட்டை, மூலிமங்கலம், கரூர். — [1162, 1371, 1500, 1435]
booth-organiser: ப.கார்த்திக், 2, முடிகணம், அரவக்குறிச்சி, கரூர். — [884, 1169, 1109, 1180]
entry-text: (1) ப.கார்த்திக், புஞ்சைகாளகுறிச்சி, அரவக்குறிச்சி, கரூர். (2) ப.யாதுசாமி, புஞ்சைகாளகுறிச்சி, அரவக்குறிச்சி, கரூர். (3) ர.இந்திரமூர்த்தி, புஞ்சைகாளகுறிச்சி, அரவக்குறிச்சி, கரூர். — [433, 709, 772, 773]
subsection-heading: பாக அமைப்பாளர்கள் : — [543, 1238, 662, 1251]
branch-heading: ராஜபுரம் ஆதிதிராவிடர் தெரு கிளை — [113, 1214, 363, 1232]
office-bearer-entry — [69, 1278, 407, 1348]
office-bearer-entry — [433, 1534, 772, 1604]
role-label: அமைப்பாளர் : — [1162, 296, 1244, 308]
entry-text: ம.கவேந்திரன், 5/152, சேங்களாபுரம், தும்பிவாடி, அரவக்குறிச்சி, கரூர். — [1162, 156, 1500, 185]
column-2 — [433, 121, 772, 2353]
role-label: துணை அமைப்பாளர்கள் : — [433, 1677, 587, 1689]
entry-text: (1) சா.முகேஷ், ஆனந்தபுரம், தொக்குப்பட்டி புதூர், அரவக்குறிச்சி, கரூர். (2) ச.அருள்மொழி வர்மன், ஆனந்தபுரம், தொக்குப்பட்டி புதூர், அரவக்குறிச்சி, கரூர். (3) ம.ஆகாஷ், ஆதிதிராவிடர் தெரு, தொக்குப்பட்டி புதூர், அரவக்குறிச்சி, கரூர். — [69, 737, 407, 818]
branch-heading: ராஜபுரம் கடைவீதி கிளை — [151, 1354, 326, 1372]
booth-organiser: க.ராஜேஷ்குமார், 2/67, காசிபாளையம் மேற்கு, முடிகணம், அரவக்குறிச்சி, கரூர். — [520, 1261, 744, 1290]
office-bearer-entry — [69, 555, 407, 589]
entry-text: செ.ஜெயராமன், 5/199–ஏ, டி.சிவன்குடியிருப்பு, தும்பிவாடி, அரவக்குறிச்சி, கரூர். — [1162, 979, 1500, 1008]
office-bearer-entry — [433, 1144, 772, 1231]
office-bearer-entry — [69, 240, 407, 274]
booth-entry — [1162, 1112, 1500, 1147]
role-label: அமைப்பாளர் : — [69, 1523, 145, 1534]
role-label: அமைப்பாளர் : — [798, 728, 882, 740]
branch-heading: வெள்ளிரிபட்டி கிளை — [1255, 951, 1406, 969]
entry-text: (1) சா.சூர்யா, 2/126, தொக்குப்பட்டி புதூர், அரவக்குறிச்சி, கரூர். (2) க.ராகுல், 2/101, தொக்குப்பட்டி புதூர், அரவக்குறிச்சி, கரூர். (3) ரா.சங்கர், 2/76, தொக்குப்பட்டி புதூர், அரவக்குறிச்சி, கரூர். — [69, 597, 407, 660]
office-bearer-entry — [798, 419, 1136, 488]
role-label: துணை அமைப்பாளர்கள் : — [1162, 1371, 1306, 1382]
branch-heading: புரவி பாளையம் குடியிருப்பு கிளை — [1209, 688, 1453, 706]
entry-text: (1) ரா.கார்த்தி, தெற்குத் தெரு, நஞ்சைகாளக்குறிச்சி, அரவக்குறிச்சி, கரூர். (2) க.காளிமுத்து, தெற்குத் தெரு, நஞ்சைகாளக்குறிச்சி, அரவக்குறிச்சி, கரூர். (3) ச.வீரமணிகண்டன், தெற்குத் தெரு, நஞ்சைகாளக்குறிச்சி, அரவக்குறிச்சி, கரூர். — [798, 124, 1136, 205]
office-bearer-entry — [1162, 977, 1500, 1011]
office-bearer-entry — [798, 764, 1136, 834]
role-label: துணை அமைப்பாளர்கள் : — [69, 1421, 201, 1433]
entry-text: ந.அசுத்தியன், 2/63, கலைஞர் குடியிருப்பு கிழக்கு, நஞ்சைகாளக்குறிச்சி, அரவக்குறிச்சி, கரூர். — [433, 1638, 772, 1667]
entry-text: (1) ரா.அருண், 3/51, ஈஸ்வரன் கோயில் தெரு, இராஜபுரம், அரவக்குறிச்சி, கரூர். (2) ப.அரவிந்த், 1/114, கடைவீதி தெரு, இராஜபுரம், அரவக்குறிச்சி, கரூர். (3) வி.அருண்குமார், 2/86, ஈஸ்வரன் கோயில் தெரு, இராஜபுரம், அரவக்குறிச்சி, கரூர். — [69, 1421, 407, 1485]
office-bearer-entry — [433, 510, 772, 545]
role-label: அமைப்பாளர் : — [798, 1221, 872, 1232]
role-label: அமைப்பாளர் : — [69, 962, 152, 974]
branch-heading: ஆலூர் கிளை — [920, 1596, 1013, 1613]
booth-entry — [1162, 1154, 1500, 1189]
entry-text: வ.முருகானந்தம், 2/23, ஆனந்தபுரம், தொக்குப்பட்டி புதூர், அரவக்குறிச்சி, கரூர். — [69, 698, 407, 727]
role-label: அமைப்பாளர் : — [69, 1102, 160, 1114]
role-label: துணை அமைப்பாளர்கள் : — [798, 282, 927, 293]
booth-entry — [433, 1300, 772, 1335]
entry-text: மு.ராஜ்கண்ணன், மேகரை குடியிருப்பு, புஞ்சைகாளகுறிச்சி, அரவக்குறிச்சி, கரூர். — [433, 951, 772, 979]
role-label: துணை அமைப்பாளர்கள் : — [69, 439, 204, 451]
office-bearer-entry — [69, 397, 407, 432]
office-bearer-entry — [433, 808, 772, 842]
office-bearer-entry — [433, 667, 772, 702]
office-bearer-entry — [1162, 1609, 1500, 1644]
